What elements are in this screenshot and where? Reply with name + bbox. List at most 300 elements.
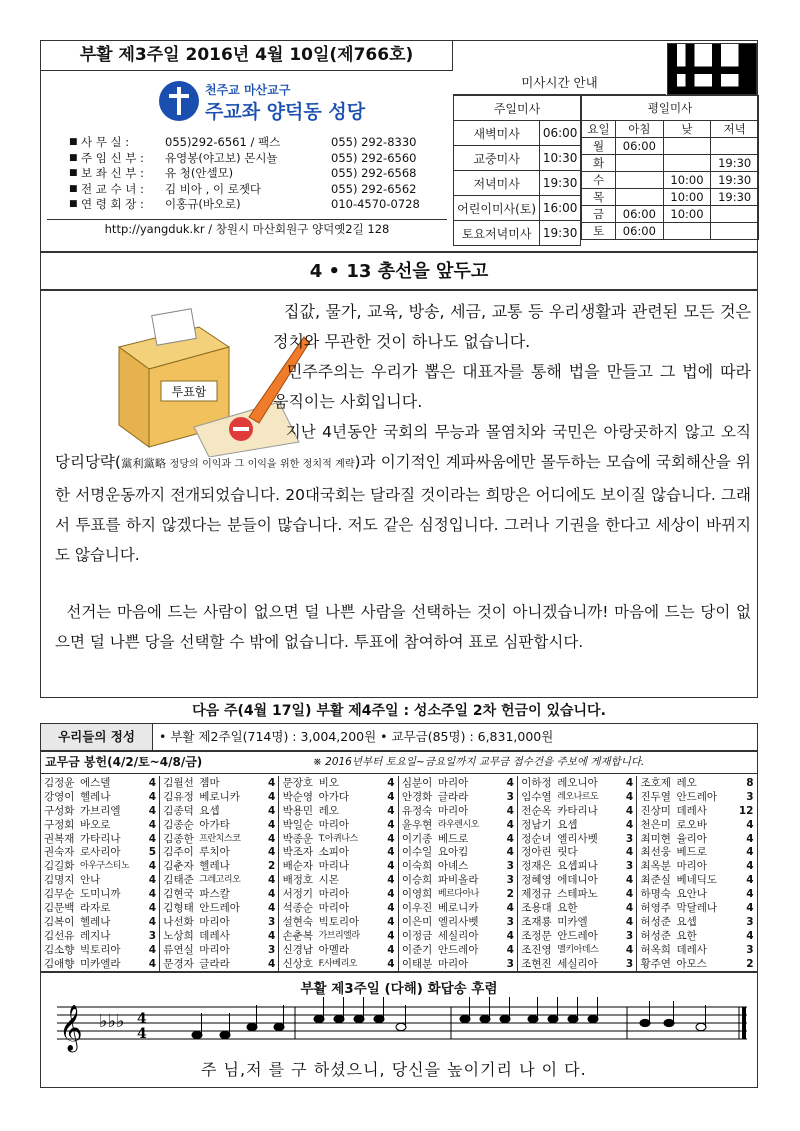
church-name: 주교좌 양덕동 성당	[205, 101, 366, 123]
offering-count: 3	[267, 915, 276, 928]
roster-entry	[44, 958, 156, 972]
weekday-noon	[663, 223, 711, 240]
offering-summary: • 부활 제2주일(714명) : 3,004,200원 • 교무금(85명) : 6,831,000원	[159, 729, 554, 744]
baptismal-name: 프란치스코	[199, 833, 241, 844]
offering-count: 3	[625, 957, 634, 970]
note-head	[247, 1023, 257, 1030]
roster-column	[160, 776, 279, 972]
roster-entry	[641, 846, 754, 860]
member-name: 손춘복	[282, 929, 314, 942]
offering-count: 4	[625, 874, 634, 887]
sunday-mass-table	[453, 95, 581, 246]
baptismal-name: 마리아	[437, 804, 469, 817]
offering-count: 3	[267, 943, 276, 956]
member-name: 김복이	[44, 915, 75, 928]
baptismal-name: 글라라	[199, 957, 230, 970]
roster-entry	[402, 888, 514, 902]
offering-count: 4	[746, 832, 754, 845]
weekday-col-header: 낮	[663, 121, 711, 138]
member-name: 박조자	[282, 846, 314, 859]
roster-entry	[402, 805, 514, 819]
baptismal-name: 릿다	[557, 846, 578, 859]
roster-entry	[641, 888, 754, 902]
header-box	[40, 40, 758, 252]
roster-entry	[402, 916, 514, 930]
sunday-mass-row	[454, 121, 581, 146]
member-name: 서정기	[282, 888, 314, 901]
bullet-icon: ■	[69, 137, 78, 147]
editorial-paragraph-1: 집값, 물가, 교육, 방송, 세금, 교통 등 우리생활과 관련된 모든 것은 정치와 무관한 것이 하나도 없습니다. 민주주의는 우리가 뽑은 대표자를 통해 법을 만들고 그 법에 따라 움직이는 사회입니다.	[273, 302, 751, 411]
baptismal-name: 헬레나	[80, 790, 111, 803]
weekday-mass-row	[582, 189, 759, 206]
baptismal-name: 카타리나	[557, 804, 598, 817]
member-name: 최옥분	[640, 860, 671, 873]
contact-phone: 010-4570-0728	[331, 197, 420, 211]
offering-count: 4	[625, 902, 634, 915]
roster-entry	[163, 930, 275, 944]
weekday-pm	[711, 223, 759, 240]
roster-entry	[521, 874, 633, 888]
diocese-name: 천주교 마산교구	[205, 83, 291, 97]
editorial-p3-note: 정당의 이익과 그 이익을 위한 정치적 계략	[166, 459, 355, 470]
offering-count: 4	[267, 846, 276, 859]
roster-entry	[402, 930, 514, 944]
baptismal-name: 베네딕도	[676, 874, 718, 887]
offering-count: 4	[148, 860, 156, 873]
baptismal-name: 세실리아	[557, 957, 598, 970]
baptismal-name: 아우구스티노	[80, 861, 130, 872]
offering-count: 4	[148, 943, 156, 956]
member-name: 유정숙	[401, 804, 433, 817]
member-name: 이태분	[401, 957, 433, 970]
cross-logo-icon	[159, 81, 199, 121]
mass-time: 19:30	[540, 171, 581, 196]
weekday-day: 수	[582, 172, 616, 189]
member-name: 강영이	[44, 790, 75, 803]
roster-entry	[283, 930, 395, 944]
baptismal-name: 레오나르도	[557, 791, 599, 802]
roster-entry	[521, 833, 633, 847]
offering-count: 2	[746, 957, 754, 970]
weekday-am	[616, 172, 664, 189]
member-name: 허옥희	[640, 943, 671, 956]
editorial-p3-rest: )과 이기적인 계파싸움에만 몰두하는 모습에 국회해산을 위한 서명운동까지 전개되었습니다. 20대국회는 달라질 것이라는 희망은 어디에도 보이질 않습니다. 그래서 투표를 하지 않겠다는 분들이 많습니다. 저도 같은 심정입니다. 그러나 기권을 한다고 세상이 바뀌지도 않습니다.	[55, 453, 751, 564]
note-head	[220, 1031, 230, 1038]
offering-count: 4	[746, 818, 754, 831]
member-name: 김유정	[163, 790, 194, 803]
member-name: 박일순	[282, 818, 314, 831]
roster-entry	[163, 805, 275, 819]
baptismal-name: 요셉	[676, 915, 697, 928]
roster-entry	[283, 833, 395, 847]
weekday-day: 목	[582, 189, 616, 206]
offering-count: 4	[746, 888, 754, 901]
offering-count: 3	[506, 874, 514, 887]
member-name: 김종한	[163, 832, 194, 845]
contact-row	[69, 166, 449, 182]
offering-count: 4	[506, 846, 514, 859]
baptismal-name: 마리아	[437, 957, 469, 970]
baptismal-name: 헬레나	[199, 860, 230, 873]
member-name: 구성화	[44, 804, 75, 817]
contact-phone: 055) 292-6562	[331, 181, 417, 196]
weekday-pm	[711, 138, 759, 155]
member-name: 김선유	[44, 929, 75, 942]
music-staff	[47, 997, 751, 1057]
flat-signs-icon: ♭♭♭	[99, 1011, 125, 1032]
offering-count: 4	[148, 902, 156, 915]
member-name: 이승희	[401, 874, 433, 887]
baptismal-name: 안드레아	[437, 943, 479, 956]
roster-entry	[521, 888, 633, 902]
offering-count: 3	[625, 929, 634, 942]
baptismal-name: 베르다아나	[437, 889, 479, 900]
roster-entry	[44, 944, 156, 958]
tithe-roster	[40, 751, 758, 972]
roster-column	[518, 776, 637, 972]
baptismal-name: 멜키아데스	[557, 944, 599, 955]
roster-entry	[521, 819, 633, 833]
contact-role: 주 임 신 부 :	[81, 150, 144, 165]
offering-count: 2	[267, 860, 276, 873]
member-name: 신경남	[282, 943, 314, 956]
baptismal-name: 도미니까	[80, 888, 121, 901]
roster-entry	[163, 874, 275, 888]
roster-label: 교무금 봉헌(4/2/토~4/8/금)	[45, 755, 203, 769]
offering-count: 4	[387, 957, 395, 970]
baptismal-name: 베드로	[676, 846, 707, 859]
member-name: 문장호	[282, 777, 314, 789]
contact-row	[69, 135, 449, 151]
weekday-noon	[663, 138, 711, 155]
roster-entry	[641, 958, 754, 972]
offering-count: 4	[506, 818, 514, 831]
roster-entry	[641, 805, 754, 819]
offering-count: 4	[506, 929, 514, 942]
offering-count: 4	[387, 888, 395, 901]
roster-entry	[283, 958, 395, 972]
member-name: 박종운	[282, 832, 314, 845]
member-name: 설현숙	[282, 915, 314, 928]
sunday-mass-row	[454, 146, 581, 171]
offering-count: 4	[625, 777, 634, 789]
offering-label: 우리들의 정성	[41, 724, 153, 750]
baptismal-name: 요안나	[676, 888, 707, 901]
note-head	[528, 1015, 538, 1022]
roster-column	[41, 776, 160, 972]
roster-entry	[641, 902, 754, 916]
roster-entry	[163, 958, 275, 972]
offering-count: 4	[387, 874, 395, 887]
roster-entry	[163, 833, 275, 847]
member-name: 이수일	[401, 846, 433, 859]
member-name: 조용대	[521, 902, 552, 915]
offering-count: 4	[506, 943, 514, 956]
baptismal-name: 마리아	[676, 860, 707, 873]
baptismal-name: 요한	[557, 902, 578, 915]
offering-count: 12	[738, 804, 754, 817]
mass-name: 저녁미사	[454, 171, 540, 196]
offering-count: 4	[148, 790, 156, 803]
offering-count: 4	[625, 804, 634, 817]
baptismal-name: 데레사	[676, 804, 707, 817]
baptismal-name: 그레고리오	[199, 875, 241, 886]
weekday-noon: 10:00	[663, 172, 711, 189]
offering-count: 3	[506, 915, 514, 928]
weekday-header: 평일미사	[582, 96, 759, 121]
roster-entry	[641, 860, 754, 874]
baptismal-name: 바오로	[80, 818, 111, 831]
baptismal-name: 시몬	[318, 874, 339, 887]
baptismal-name: 레오니아	[557, 777, 598, 789]
bullet-icon: ■	[69, 183, 78, 194]
note-head	[480, 1015, 490, 1022]
roster-entry	[283, 902, 395, 916]
contact-name: 유영봉(야고보) 몬시뇰	[165, 150, 278, 165]
church-logo	[159, 81, 369, 123]
member-name: 정순녀	[521, 832, 552, 845]
weekday-am	[616, 189, 664, 206]
offering-count: 4	[387, 804, 395, 817]
roster-entry	[641, 777, 754, 791]
roster-entry	[641, 944, 754, 958]
baptismal-name: 요셉	[199, 804, 220, 817]
offering-count: 4	[625, 818, 634, 831]
roster-entry	[521, 846, 633, 860]
offering-count: 4	[267, 790, 276, 803]
weekday-am	[616, 155, 664, 172]
sunday-mass-row	[454, 221, 581, 246]
note-head	[314, 1015, 324, 1022]
offering-count: 4	[746, 874, 754, 887]
sunday-mass-row	[454, 171, 581, 196]
baptismal-name: 미카엘라	[80, 957, 121, 970]
baptismal-name: 아멜라	[318, 943, 350, 956]
roster-entry	[44, 777, 156, 791]
offering-count: 3	[746, 915, 754, 928]
baptismal-name: 마리아	[437, 777, 469, 789]
offering-count: 4	[506, 832, 514, 845]
roster-entry	[44, 888, 156, 902]
member-name: 박순영	[282, 790, 314, 803]
member-name: 노상희	[163, 929, 194, 942]
member-name: 이은미	[401, 915, 433, 928]
roster-entry	[283, 805, 395, 819]
offering-count: 4	[625, 846, 634, 859]
baptismal-name: 엘리사벳	[557, 832, 598, 845]
contact-name: 055)292-6561 / 팩스	[165, 135, 281, 149]
member-name: 박용민	[282, 804, 314, 817]
roster-entry	[402, 791, 514, 805]
member-name: 나선화	[163, 915, 194, 928]
roster-entry	[521, 902, 633, 916]
editorial-paragraph-4: 선거는 마음에 드는 사람이 없으면 덜 나쁜 사람을 선택하는 것이 아니겠습니까! 마음에 드는 당이 없으면 덜 나쁜 당을 선택할 수 밖에 없습니다. 투표에 참여하여 표로 심판합시다.	[55, 603, 751, 651]
member-name: 김태준	[163, 874, 194, 887]
offering-count: 3	[148, 929, 156, 942]
member-name: 문경자	[163, 957, 194, 970]
baptismal-name: 로오바	[676, 818, 707, 831]
member-name: 천은미	[640, 818, 671, 831]
roster-header	[41, 752, 757, 774]
mass-name: 토요저녁미사	[454, 221, 540, 246]
offering-count: 4	[148, 888, 156, 901]
member-name: 윤우현	[401, 818, 433, 831]
weekday-col-header: 요일	[582, 121, 616, 138]
member-name: 임수열	[521, 790, 552, 803]
baptismal-name: 엘리사벳	[437, 915, 479, 928]
baptismal-name: F.사베리오	[318, 958, 357, 969]
roster-entry	[163, 791, 275, 805]
offering-count: 3	[625, 860, 634, 873]
baptismal-name: 레오	[318, 804, 339, 817]
ballot-label: 투표함	[171, 385, 207, 399]
contact-list	[69, 135, 449, 213]
offering-count: 4	[506, 804, 514, 817]
baptismal-name: 스테파노	[557, 888, 598, 901]
weekday-day: 토	[582, 223, 616, 240]
weekday-am: 06:00	[616, 206, 664, 223]
member-name: 김월선	[163, 777, 194, 789]
contact-phone: 055) 292-8330	[331, 135, 417, 149]
roster-entry	[402, 944, 514, 958]
note-head	[568, 1015, 578, 1022]
member-name: 진상미	[640, 804, 671, 817]
offering-count: 2	[506, 888, 514, 901]
baptismal-name: 빅토리아	[80, 943, 121, 956]
member-name: 김정윤	[44, 777, 75, 789]
bullet-icon: ■	[69, 152, 78, 163]
next-week-notice: 다음 주(4월 17일) 부활 제4주일 : 성소주일 2차 헌금이 있습니다.	[192, 703, 606, 719]
baptismal-name: 베로니카	[437, 902, 479, 915]
offering-count: 4	[148, 804, 156, 817]
sunday-mass-row	[454, 196, 581, 221]
offering-count: 8	[746, 777, 754, 789]
weekday-am: 06:00	[616, 138, 664, 155]
roster-entry	[163, 916, 275, 930]
note-head	[640, 1019, 650, 1026]
qr-code-icon[interactable]	[667, 43, 757, 95]
roster-entry	[402, 860, 514, 874]
offering-count: 4	[625, 915, 634, 928]
baptismal-name: 안드레아	[676, 790, 718, 803]
roster-entry	[641, 791, 754, 805]
baptismal-name: 베로니카	[199, 790, 240, 803]
member-name: 권복재	[44, 832, 75, 845]
offering-count: 4	[267, 777, 276, 789]
editorial-paragraph-2: 민주주의는 우리가 뽑은 대표자를 통해 법을 만들고 그 법에 따라 움직이는 사회입니다.	[273, 362, 751, 411]
roster-entry	[283, 860, 395, 874]
weekday-pm: 19:30	[711, 172, 759, 189]
offering-count: 4	[387, 832, 395, 845]
baptismal-name: 마리아	[318, 888, 350, 901]
roster-entry	[402, 874, 514, 888]
editorial-p3-hanja: 黨利黨略	[120, 457, 167, 470]
contact-name: 이홍규(바오로)	[165, 197, 241, 211]
note-head	[374, 1015, 384, 1022]
offering-count: 3	[625, 832, 634, 845]
bullet-icon: ■	[69, 199, 78, 209]
roster-entry	[283, 944, 395, 958]
baptismal-name: 헬레나	[80, 915, 111, 928]
baptismal-name: 세실리아	[437, 929, 479, 942]
member-name: 하명숙	[640, 888, 671, 901]
note-head	[334, 1015, 344, 1022]
roster-entry	[641, 916, 754, 930]
baptismal-name: 라우렌시오	[437, 819, 479, 830]
homepage-address[interactable]: http://yangduk.kr / 창원시 마산회원구 양덕옛2길 128	[47, 219, 447, 238]
roster-entry	[402, 958, 514, 972]
mass-time: 06:00	[540, 121, 581, 146]
member-name: 허성준	[640, 915, 671, 928]
weekday-day: 금	[582, 206, 616, 223]
roster-entry	[402, 846, 514, 860]
member-name: 진두열	[640, 790, 671, 803]
note-head	[548, 1015, 558, 1022]
member-name: 정남기	[521, 818, 552, 831]
roster-entry	[163, 902, 275, 916]
member-name: 심분이	[401, 777, 433, 789]
weekday-mass-row	[582, 155, 759, 172]
offering-count: 3	[506, 790, 514, 803]
time-signature-bottom: 4	[137, 1026, 147, 1042]
member-name: 이숙희	[401, 860, 433, 873]
weekday-header-row	[582, 96, 759, 121]
mass-time: 16:00	[540, 196, 581, 221]
offering-bar	[40, 723, 758, 751]
baptismal-name: 에데니아	[557, 874, 598, 887]
baptismal-name: 요셉피나	[557, 860, 598, 873]
baptismal-name: 아가다	[318, 790, 350, 803]
roster-entry	[521, 944, 633, 958]
member-name: 최선웅	[640, 846, 671, 859]
note-head	[588, 1015, 598, 1022]
member-name: 이영희	[401, 888, 433, 901]
offering-count: 3	[746, 790, 754, 803]
offering-count: 5	[148, 846, 156, 859]
member-name: 배정호	[282, 874, 314, 887]
issue-title: 부활 제3주일 2016년 4월 10일(제766호)	[41, 41, 453, 71]
offering-count: 4	[746, 902, 754, 915]
baptismal-name: 미카엘	[557, 915, 588, 928]
editorial-paragraph-3	[55, 417, 751, 570]
offering-count: 4	[506, 902, 514, 915]
baptismal-name: 요셉	[557, 818, 578, 831]
roster-entry	[641, 819, 754, 833]
roster-entry	[521, 791, 633, 805]
contact-role: 연 령 회 장 :	[81, 197, 144, 211]
roster-entry	[641, 930, 754, 944]
member-name: 조정문	[521, 929, 552, 942]
weekday-mass-row	[582, 206, 759, 223]
roster-entry	[283, 874, 395, 888]
note-head	[354, 1015, 364, 1022]
offering-count: 4	[625, 790, 634, 803]
member-name: 정재은	[521, 860, 552, 873]
baptismal-name: 글라라	[437, 790, 469, 803]
roster-entry	[44, 916, 156, 930]
note-head	[192, 1031, 202, 1038]
editorial-box	[40, 290, 758, 698]
offering-count: 4	[387, 943, 395, 956]
offering-count: 4	[387, 902, 395, 915]
offering-count: 4	[746, 860, 754, 873]
note-head	[664, 1019, 674, 1026]
baptismal-name: 파비올라	[437, 874, 479, 887]
baptismal-name: 소피아	[318, 846, 350, 859]
member-name: 정아린	[521, 846, 552, 859]
baptismal-name: 로사리아	[80, 846, 121, 859]
weekday-noon: 10:00	[663, 189, 711, 206]
